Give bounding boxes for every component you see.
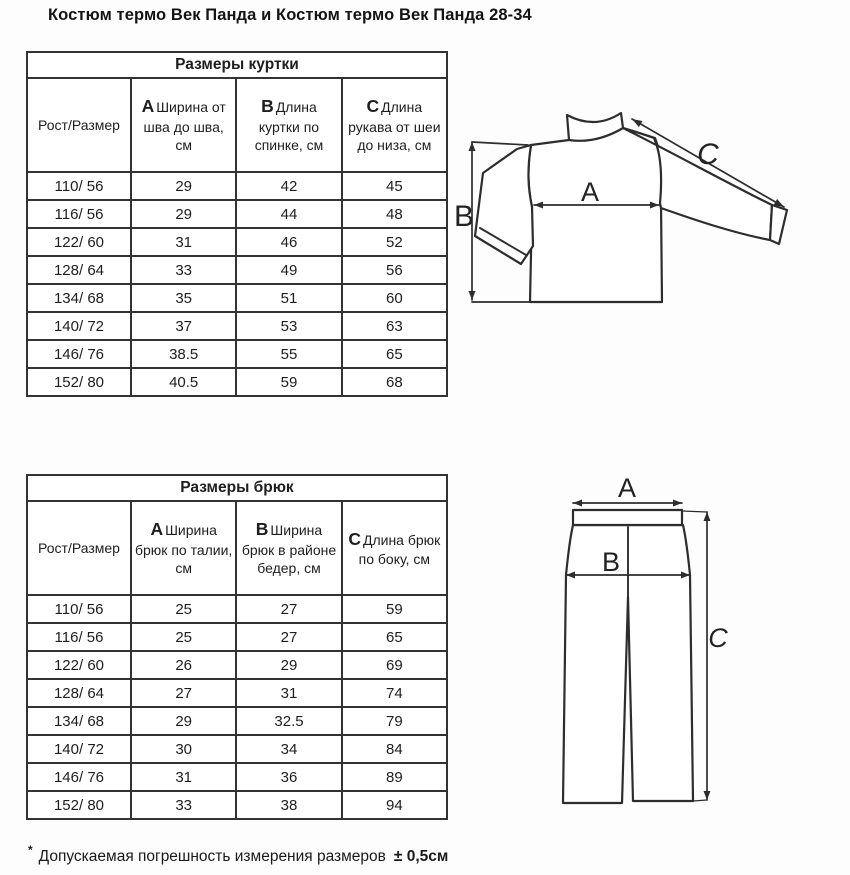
jacket-caption-row	[27, 52, 447, 78]
table-row	[27, 623, 447, 651]
jacket-table-body	[27, 172, 447, 396]
size-cell: 110/ 56	[27, 172, 131, 200]
value-cell: 38	[236, 791, 341, 819]
value-cell: 52	[342, 228, 447, 256]
footnote	[28, 843, 448, 866]
value-cell: 38.5	[131, 340, 236, 368]
size-cell: 152/ 80	[27, 368, 131, 396]
value-cell: 69	[342, 651, 447, 679]
table-row	[27, 651, 447, 679]
table-row	[27, 228, 447, 256]
table-row	[27, 791, 447, 819]
column-label-c: Длина брюк по боку, см	[358, 531, 441, 568]
table-row	[27, 284, 447, 312]
arrowhead	[704, 512, 711, 521]
value-cell: 74	[342, 679, 447, 707]
value-cell: 26	[131, 651, 236, 679]
jacket-left-sleeve	[475, 145, 533, 264]
jacket-measurement-diagram	[450, 88, 795, 323]
value-cell: 29	[131, 707, 236, 735]
dim-letter-c: C	[348, 528, 361, 549]
size-cell: 128/ 64	[27, 679, 131, 707]
arrowhead	[673, 500, 682, 507]
column-label-b: Длина куртки по спинке, см	[254, 99, 324, 154]
dim-tick-top	[472, 142, 528, 145]
jacket-size-table	[26, 51, 448, 397]
jacket-body-outline	[528, 128, 662, 302]
footnote-tolerance: ± 0,5см	[393, 848, 449, 865]
value-cell: 33	[131, 791, 236, 819]
value-cell: 49	[236, 256, 341, 284]
jacket-label-b: B	[453, 200, 475, 233]
pants-waistband	[573, 510, 682, 525]
value-cell: 55	[236, 340, 341, 368]
value-cell: 79	[342, 707, 447, 735]
dim-letter-a: A	[150, 519, 164, 540]
value-cell: 53	[236, 312, 341, 340]
pants-measurement-diagram	[540, 475, 800, 830]
jacket-label-a: A	[580, 177, 600, 207]
value-cell: 59	[342, 595, 447, 623]
value-cell: 94	[342, 791, 447, 819]
pants-corner-header: Рост/Размер	[27, 501, 131, 595]
size-cell: 128/ 64	[27, 256, 131, 284]
size-cell: 116/ 56	[27, 200, 131, 228]
value-cell: 63	[342, 312, 447, 340]
value-cell: 34	[236, 735, 341, 763]
value-cell: 68	[342, 368, 447, 396]
footnote-text: Допускаемая погрешность измерения размеров	[38, 848, 386, 865]
pants-header-row	[27, 501, 447, 595]
value-cell: 29	[131, 200, 236, 228]
table-row	[27, 763, 447, 791]
size-cell: 134/ 68	[27, 707, 131, 735]
value-cell: 56	[342, 256, 447, 284]
size-cell: 146/ 76	[27, 340, 131, 368]
table-row	[27, 735, 447, 763]
dim-letter-b: B	[255, 519, 269, 540]
arrowhead	[573, 500, 582, 507]
value-cell: 48	[342, 200, 447, 228]
size-cell: 140/ 72	[27, 735, 131, 763]
value-cell: 59	[236, 368, 341, 396]
size-cell: 122/ 60	[27, 651, 131, 679]
size-cell: 122/ 60	[27, 228, 131, 256]
jacket-column-c	[342, 78, 447, 172]
arrowhead	[704, 791, 711, 800]
value-cell: 29	[131, 172, 236, 200]
value-cell: 65	[342, 340, 447, 368]
pants-label-c: C	[708, 623, 728, 653]
column-label-a: Ширина от шва до шва, см	[143, 99, 226, 154]
pants-size-table	[26, 474, 448, 820]
value-cell: 29	[236, 651, 341, 679]
value-cell: 89	[342, 763, 447, 791]
page-title: Костюм термо Век Панда и Костюм термо Век Панда 28-34	[48, 6, 532, 24]
size-cell: 116/ 56	[27, 623, 131, 651]
jacket-column-a	[131, 78, 236, 172]
value-cell: 60	[342, 284, 447, 312]
dim-tick-top	[682, 511, 707, 512]
jacket-label-c: C	[697, 138, 719, 171]
pants-label-a: A	[617, 475, 637, 503]
value-cell: 35	[131, 284, 236, 312]
pants-column-c	[342, 501, 447, 595]
arrowhead	[632, 119, 642, 127]
value-cell: 31	[236, 679, 341, 707]
pants-label-b: B	[601, 547, 621, 577]
size-cell: 152/ 80	[27, 791, 131, 819]
value-cell: 25	[131, 623, 236, 651]
value-cell: 51	[236, 284, 341, 312]
arrowhead	[469, 291, 476, 300]
table-row	[27, 256, 447, 284]
table-row	[27, 707, 447, 735]
value-cell: 37	[131, 312, 236, 340]
value-cell: 27	[236, 623, 341, 651]
table-row	[27, 340, 447, 368]
table-row	[27, 172, 447, 200]
pants-column-b	[236, 501, 341, 595]
value-cell: 42	[236, 172, 341, 200]
value-cell: 30	[131, 735, 236, 763]
value-cell: 25	[131, 595, 236, 623]
footnote-marker: *	[28, 843, 33, 857]
arrowhead	[469, 142, 476, 151]
table-row	[27, 312, 447, 340]
size-cell: 110/ 56	[27, 595, 131, 623]
dim-tick-bottom	[693, 800, 707, 801]
value-cell: 27	[131, 679, 236, 707]
dim-letter-a: A	[141, 96, 155, 117]
table-row	[27, 200, 447, 228]
size-cell: 134/ 68	[27, 284, 131, 312]
table-row	[27, 595, 447, 623]
value-cell: 84	[342, 735, 447, 763]
jacket-column-b	[236, 78, 341, 172]
value-cell: 45	[342, 172, 447, 200]
value-cell: 40.5	[131, 368, 236, 396]
pants-table-body	[27, 595, 447, 819]
column-label-b: Ширина брюк в районе бедер, см	[241, 522, 337, 577]
table-row	[27, 679, 447, 707]
jacket-header-row	[27, 78, 447, 172]
jacket-corner-header: Рост/Размер	[27, 78, 131, 172]
value-cell: 36	[236, 763, 341, 791]
table-row	[27, 368, 447, 396]
pants-column-a	[131, 501, 236, 595]
column-label-a: Ширина брюк по талии, см	[135, 522, 233, 577]
size-cell: 140/ 72	[27, 312, 131, 340]
value-cell: 46	[236, 228, 341, 256]
jacket-table-caption: Размеры куртки	[27, 52, 447, 78]
value-cell: 27	[236, 595, 341, 623]
dim-letter-c: C	[366, 96, 380, 117]
pants-caption-row	[27, 475, 447, 501]
value-cell: 65	[342, 623, 447, 651]
size-cell: 146/ 76	[27, 763, 131, 791]
value-cell: 31	[131, 763, 236, 791]
pants-table-caption: Размеры брюк	[27, 475, 447, 501]
dim-letter-b: B	[261, 96, 274, 117]
value-cell: 33	[131, 256, 236, 284]
column-label-c: Длина рукава от шеи до низа, см	[348, 99, 441, 154]
value-cell: 32.5	[236, 707, 341, 735]
value-cell: 44	[236, 200, 341, 228]
jacket-right-cuff	[770, 205, 787, 244]
value-cell: 31	[131, 228, 236, 256]
